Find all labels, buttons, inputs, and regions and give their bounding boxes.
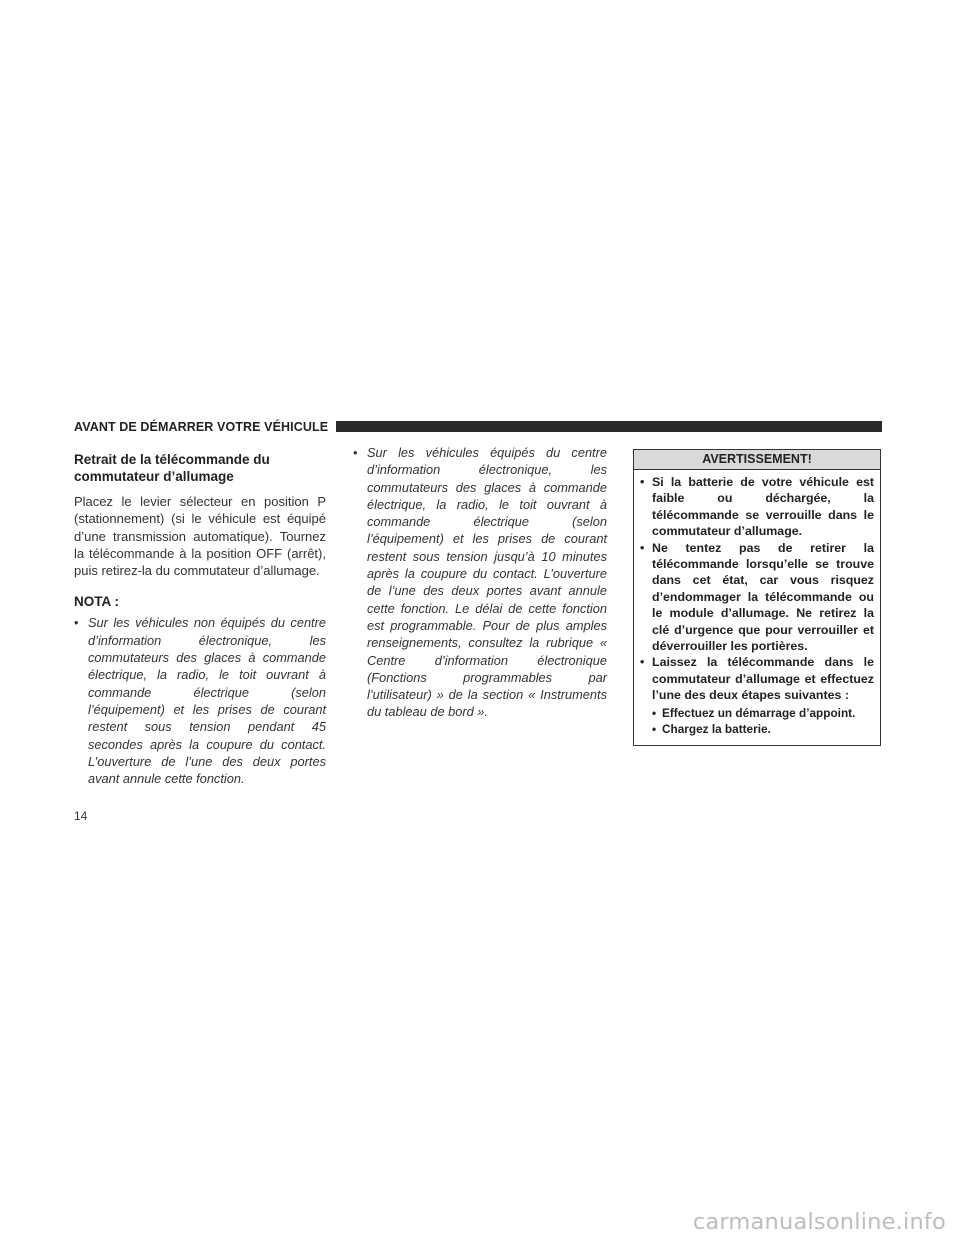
section-heading: Retrait de la télécommande du commutateur d’allumage — [74, 452, 270, 484]
nota-item — [74, 614, 326, 787]
warning-item — [640, 654, 874, 736]
warning-item — [640, 540, 874, 655]
bullet-icon: • — [652, 705, 657, 720]
warning-item-text: Laissez la télécommande dans le commutateur d’allumage et effectuez l’une des deux étapes suivantes : — [652, 655, 874, 703]
bullet-icon: • — [640, 655, 645, 670]
column-left — [74, 451, 326, 787]
warning-title: AVERTISSEMENT! — [634, 450, 880, 470]
bullet-icon: • — [640, 540, 645, 555]
bullet-icon: • — [640, 475, 645, 489]
nota-list — [74, 614, 326, 787]
warning-list — [640, 474, 874, 737]
bullet-icon: • — [353, 445, 358, 460]
bullet-icon: • — [74, 615, 79, 631]
warning-item-text: Ne tentez pas de retirer la télécommande lorsqu’elle se trouve dans cet état, car vous risquez d’endommager la télécommande ou le module d’allumage. Ne retirez la clé d’urgence que pour verrouiller et déverrouiller les portières. — [652, 540, 874, 654]
column-middle — [353, 444, 607, 721]
warning-box — [633, 449, 881, 746]
header-title: AVANT DE DÉMARRER VOTRE VÉHICULE — [74, 420, 336, 434]
column-right — [633, 449, 881, 746]
warning-subitem — [652, 721, 874, 737]
watermark: carmanualsonline.info — [692, 1209, 946, 1235]
page-number: 14 — [74, 809, 88, 823]
bullet-icon: • — [652, 721, 657, 736]
warning-subitem — [652, 705, 874, 721]
warning-sublist — [652, 705, 874, 737]
warning-subitem-text: Effectuez un démarrage d’appoint. — [662, 705, 856, 720]
nota-item — [353, 444, 607, 721]
warning-body — [634, 470, 880, 745]
section-header — [74, 420, 882, 434]
nota-item-text: Sur les véhicules équipés du centre d’information électronique, les commutateurs des glaces à commande électrique, la radio, le toit ouvrant à commande électrique (selon l’équipement) et les prises de courant restent sous tension jusqu’à 10 minutes après la coupure du contact. L’ouverture de l’une des deux portes avant annule cette fonction. Le délai de cette fonction est programmable. Pour de plus amples renseignements, consultez la rubrique « Centre d’information électronique (Fonctions programmables par l’utilisateur) » de la section « Instruments du tableau de bord ». — [367, 445, 607, 720]
warning-item-text: Si la batterie de votre véhicule est faible ou déchargée, la télécommande se verrouille dans le commutateur d’allumage. — [652, 475, 874, 539]
nota-list-continued — [353, 444, 607, 721]
warning-subitem-text: Chargez la batterie. — [662, 721, 771, 736]
nota-label: NOTA : — [74, 594, 119, 610]
section-paragraph: Placez le levier sélecteur en position P (stationnement) (si le véhicule est équipé d’une transmission automatique). Tournez la télécommande à la position OFF (arrêt), puis retirez-la du commutateur d’allumage. — [74, 494, 326, 579]
warning-item — [640, 474, 874, 540]
nota-item-text: Sur les véhicules non équipés du centre d’information électronique, les commutateurs des glaces à commande électrique, la radio, le toit ouvrant à commande électrique (selon l’équipement) et les prises de courant restent sous tension pendant 45 secondes après la coupure du contact. L’ouverture de l’une des deux portes avant annule cette fonction. — [88, 615, 326, 787]
